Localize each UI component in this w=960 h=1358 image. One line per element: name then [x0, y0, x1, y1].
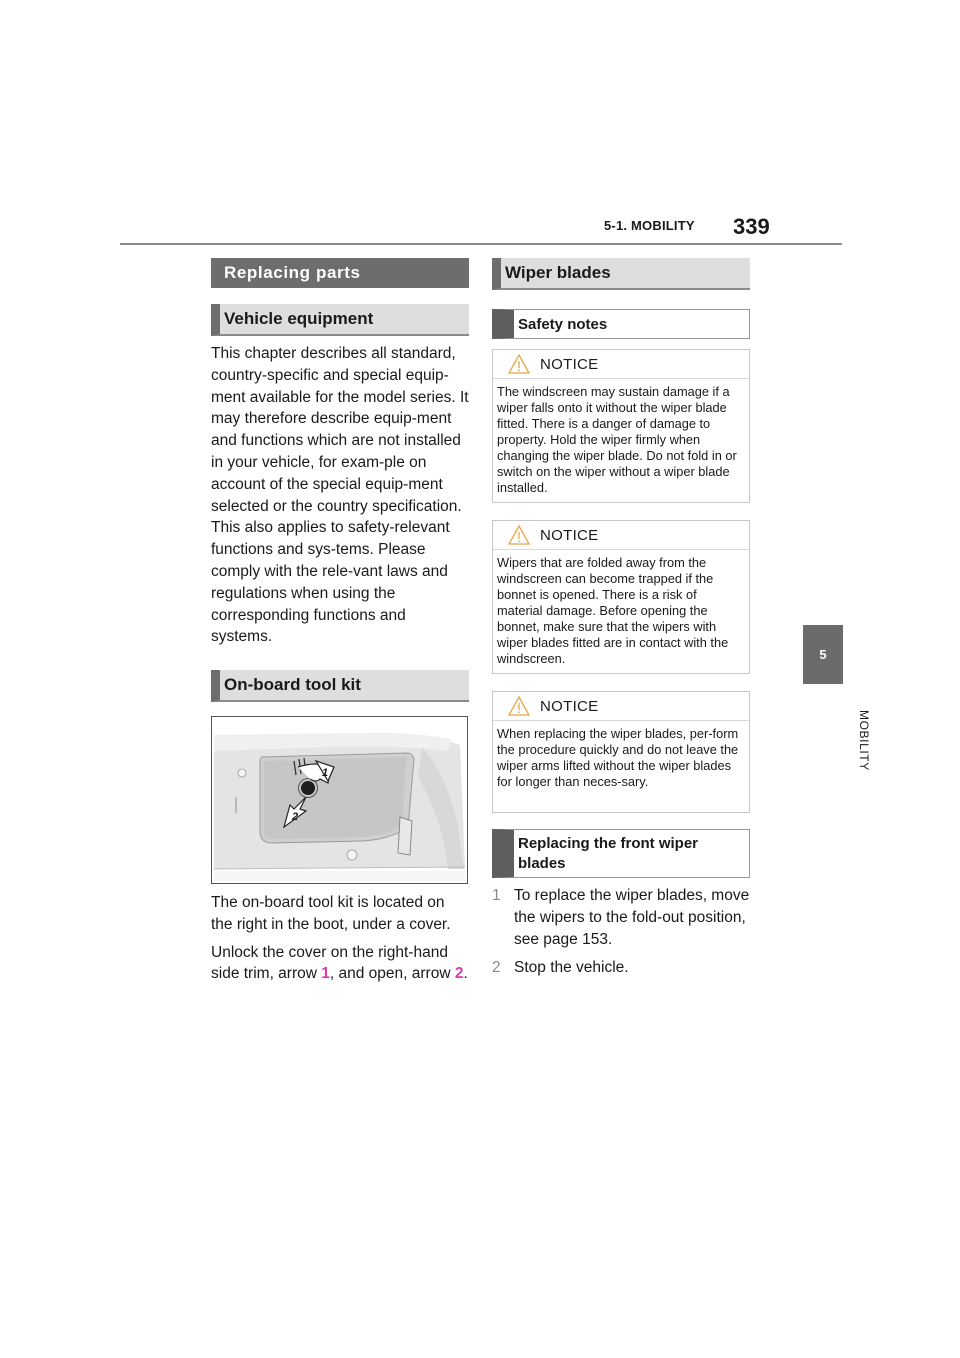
subheading-replacing-front-wiper-blades	[492, 829, 750, 878]
notice-title: NOTICE	[540, 356, 599, 373]
notice-header	[493, 350, 749, 379]
step-text: To replace the wiper blades, move the wipers to the fold-out position, see page 153.	[514, 887, 750, 948]
figure-label-1: 1	[322, 767, 329, 779]
warning-triangle-icon	[508, 525, 530, 545]
tool-kit-location-text: The on-board tool kit is located on the right in the boot, under a cover.	[211, 894, 451, 933]
subheading-vehicle-equipment: Vehicle equipment	[211, 304, 469, 336]
unlock-text-a: Unlock the cover on the right-hand side trim, arrow	[211, 943, 448, 983]
vehicle-equipment-text: This chapter describes all standard, country-specific and special equip-ment available for the model series. It may therefore describe equip-ment and functions which are not installed in your vehicle, for exam-ple on account of the special equip-ment selected or the country specification. This also applies to safety-relevant functions and sys-tems. Please comply with the rele-vant laws and regulations when using the corresponding functions and systems.	[211, 345, 469, 646]
notice-text: Wipers that are folded away from the windscreen can become trapped if the bonnet is opened. There is a risk of material damage. Before opening the bonnet, make sure that the wipers with wiper blades fitted are in contact with the windscreen.	[497, 555, 729, 666]
section-heading-replacing-parts: Replacing parts	[211, 258, 469, 288]
unlock-text-b: , and open, arrow	[329, 965, 455, 983]
subheading-safety-notes: Safety notes	[492, 309, 750, 339]
running-header-section: 5-1. MOBILITY	[604, 218, 695, 233]
warning-triangle-icon	[508, 696, 530, 716]
step-2	[492, 957, 750, 979]
subheading-on-board-tool-kit: On-board tool kit	[211, 670, 469, 702]
step-number: 2	[492, 959, 501, 976]
notice-header	[493, 692, 749, 721]
tool-kit-paragraphs	[211, 892, 469, 991]
chapter-tab-label: MOBILITY	[857, 710, 871, 771]
header-rule	[120, 243, 842, 245]
notice-box-1	[492, 349, 750, 503]
page-number: 339	[733, 214, 770, 239]
notice-text: When replacing the wiper blades, per-form the procedure quickly and do not leave the wiper arms lifted without the wiper blades for longer than neces-sary.	[497, 726, 739, 789]
unlock-text-c: .	[463, 965, 468, 983]
chapter-tab[interactable]: 5	[803, 625, 843, 684]
notice-text: The windscreen may sustain damage if a wiper falls onto it without the wiper blade fitted. There is a danger of damage to property. Hold the wiper firmly when changing the wiper blade. Do not fold in or switch on the wiper without a wiper blade installed.	[497, 384, 737, 495]
arrow-1-ref: 1	[321, 965, 330, 983]
tool-kit-figure	[211, 716, 468, 884]
subheading-wiper-blades: Wiper blades	[492, 258, 750, 290]
step-number: 1	[492, 887, 501, 904]
arrow-2-ref: 2	[454, 965, 464, 983]
warning-triangle-icon	[508, 354, 530, 374]
tool-kit-unlock-text	[211, 942, 469, 986]
step-1	[492, 885, 750, 951]
notice-title: NOTICE	[540, 698, 599, 715]
notice-box-2	[492, 520, 750, 674]
replacing-front-wiper-blades-label: Replacing the front wiper blades	[518, 834, 699, 872]
notice-header	[493, 521, 749, 550]
notice-title: NOTICE	[540, 527, 599, 544]
figure-label-2: 2	[292, 811, 299, 823]
vehicle-equipment-paragraph	[211, 343, 469, 654]
step-text: Stop the vehicle.	[514, 959, 629, 976]
notice-box-3	[492, 691, 750, 813]
boot-trim-illustration	[212, 717, 467, 883]
